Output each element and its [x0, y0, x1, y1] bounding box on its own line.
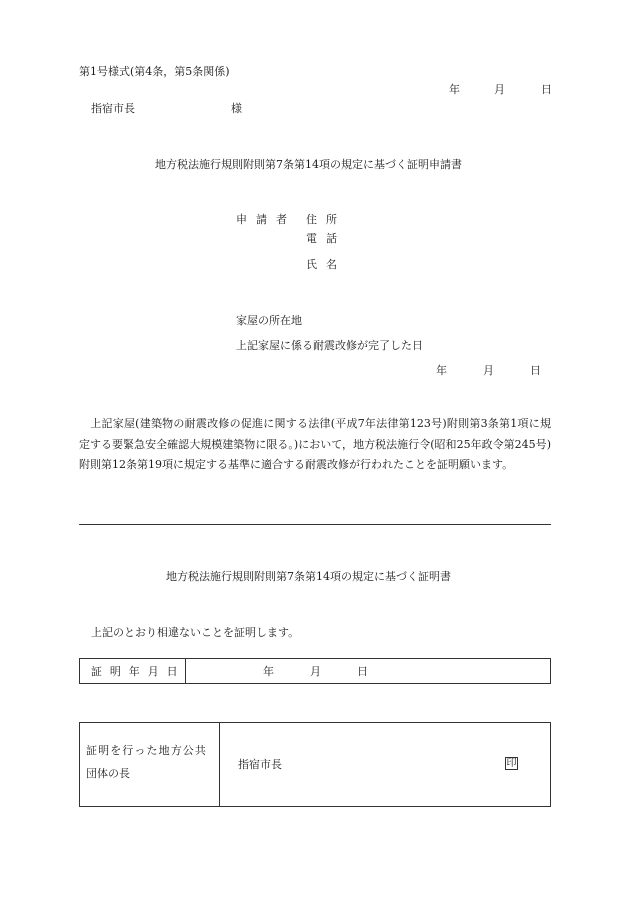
completion-month-label: 月: [483, 364, 494, 377]
date-year-label: 年: [449, 83, 460, 96]
certificate-date-label: 証 明 年 月 日: [91, 665, 180, 678]
addressee: 指宿市長: [91, 102, 135, 115]
application-body-text: 上記家屋(建築物の耐震改修の促進に関する法律(平成7年法律第123号)附則第3条第1項に規定する要緊急安全確認大規模建築物に限る。)において，地方税法施行令(昭和25年政令第245号)附則第12条第19項に規定する基準に適合する耐震改修が行われたことを証明願います。: [79, 417, 551, 471]
issuer-table: [79, 722, 551, 807]
certificate-statement: 上記のとおり相違ないことを証明します。: [91, 626, 300, 639]
completion-date-label: 上記家屋に係る耐震改修が完了した日: [236, 339, 423, 352]
application-title: 地方税法施行規則附則第7条第14項の規定に基づく証明申請書: [155, 158, 462, 171]
name-label: 氏 名: [306, 258, 340, 271]
address-label: 住 所: [306, 213, 340, 226]
form-number: 第1号様式(第4条，第5条関係): [79, 65, 230, 78]
completion-day-label: 日: [530, 364, 541, 377]
section-divider: [79, 524, 551, 525]
honorific: 様: [231, 102, 242, 115]
certificate-date-month: 月: [310, 665, 321, 678]
certificate-title: 地方税法施行規則附則第7条第14項の規定に基づく証明書: [166, 570, 451, 583]
date-row-divider: [185, 658, 186, 684]
application-body: [79, 414, 551, 476]
issuer-label-line2: 団体の長: [86, 767, 130, 780]
seal-mark: 印: [506, 758, 517, 769]
certificate-date-day: 日: [357, 665, 368, 678]
certificate-date-year: 年: [263, 665, 274, 678]
issuer-label-line1: 証明を行った地方公共: [86, 744, 207, 757]
issuer-value: 指宿市長: [238, 758, 282, 771]
house-location-label: 家屋の所在地: [236, 314, 302, 327]
date-day-label: 日: [541, 83, 552, 96]
applicant-label: 申 請 者: [236, 213, 290, 226]
completion-year-label: 年: [436, 364, 447, 377]
phone-label: 電 話: [306, 232, 340, 245]
issuer-table-divider: [219, 722, 220, 807]
date-month-label: 月: [494, 83, 505, 96]
